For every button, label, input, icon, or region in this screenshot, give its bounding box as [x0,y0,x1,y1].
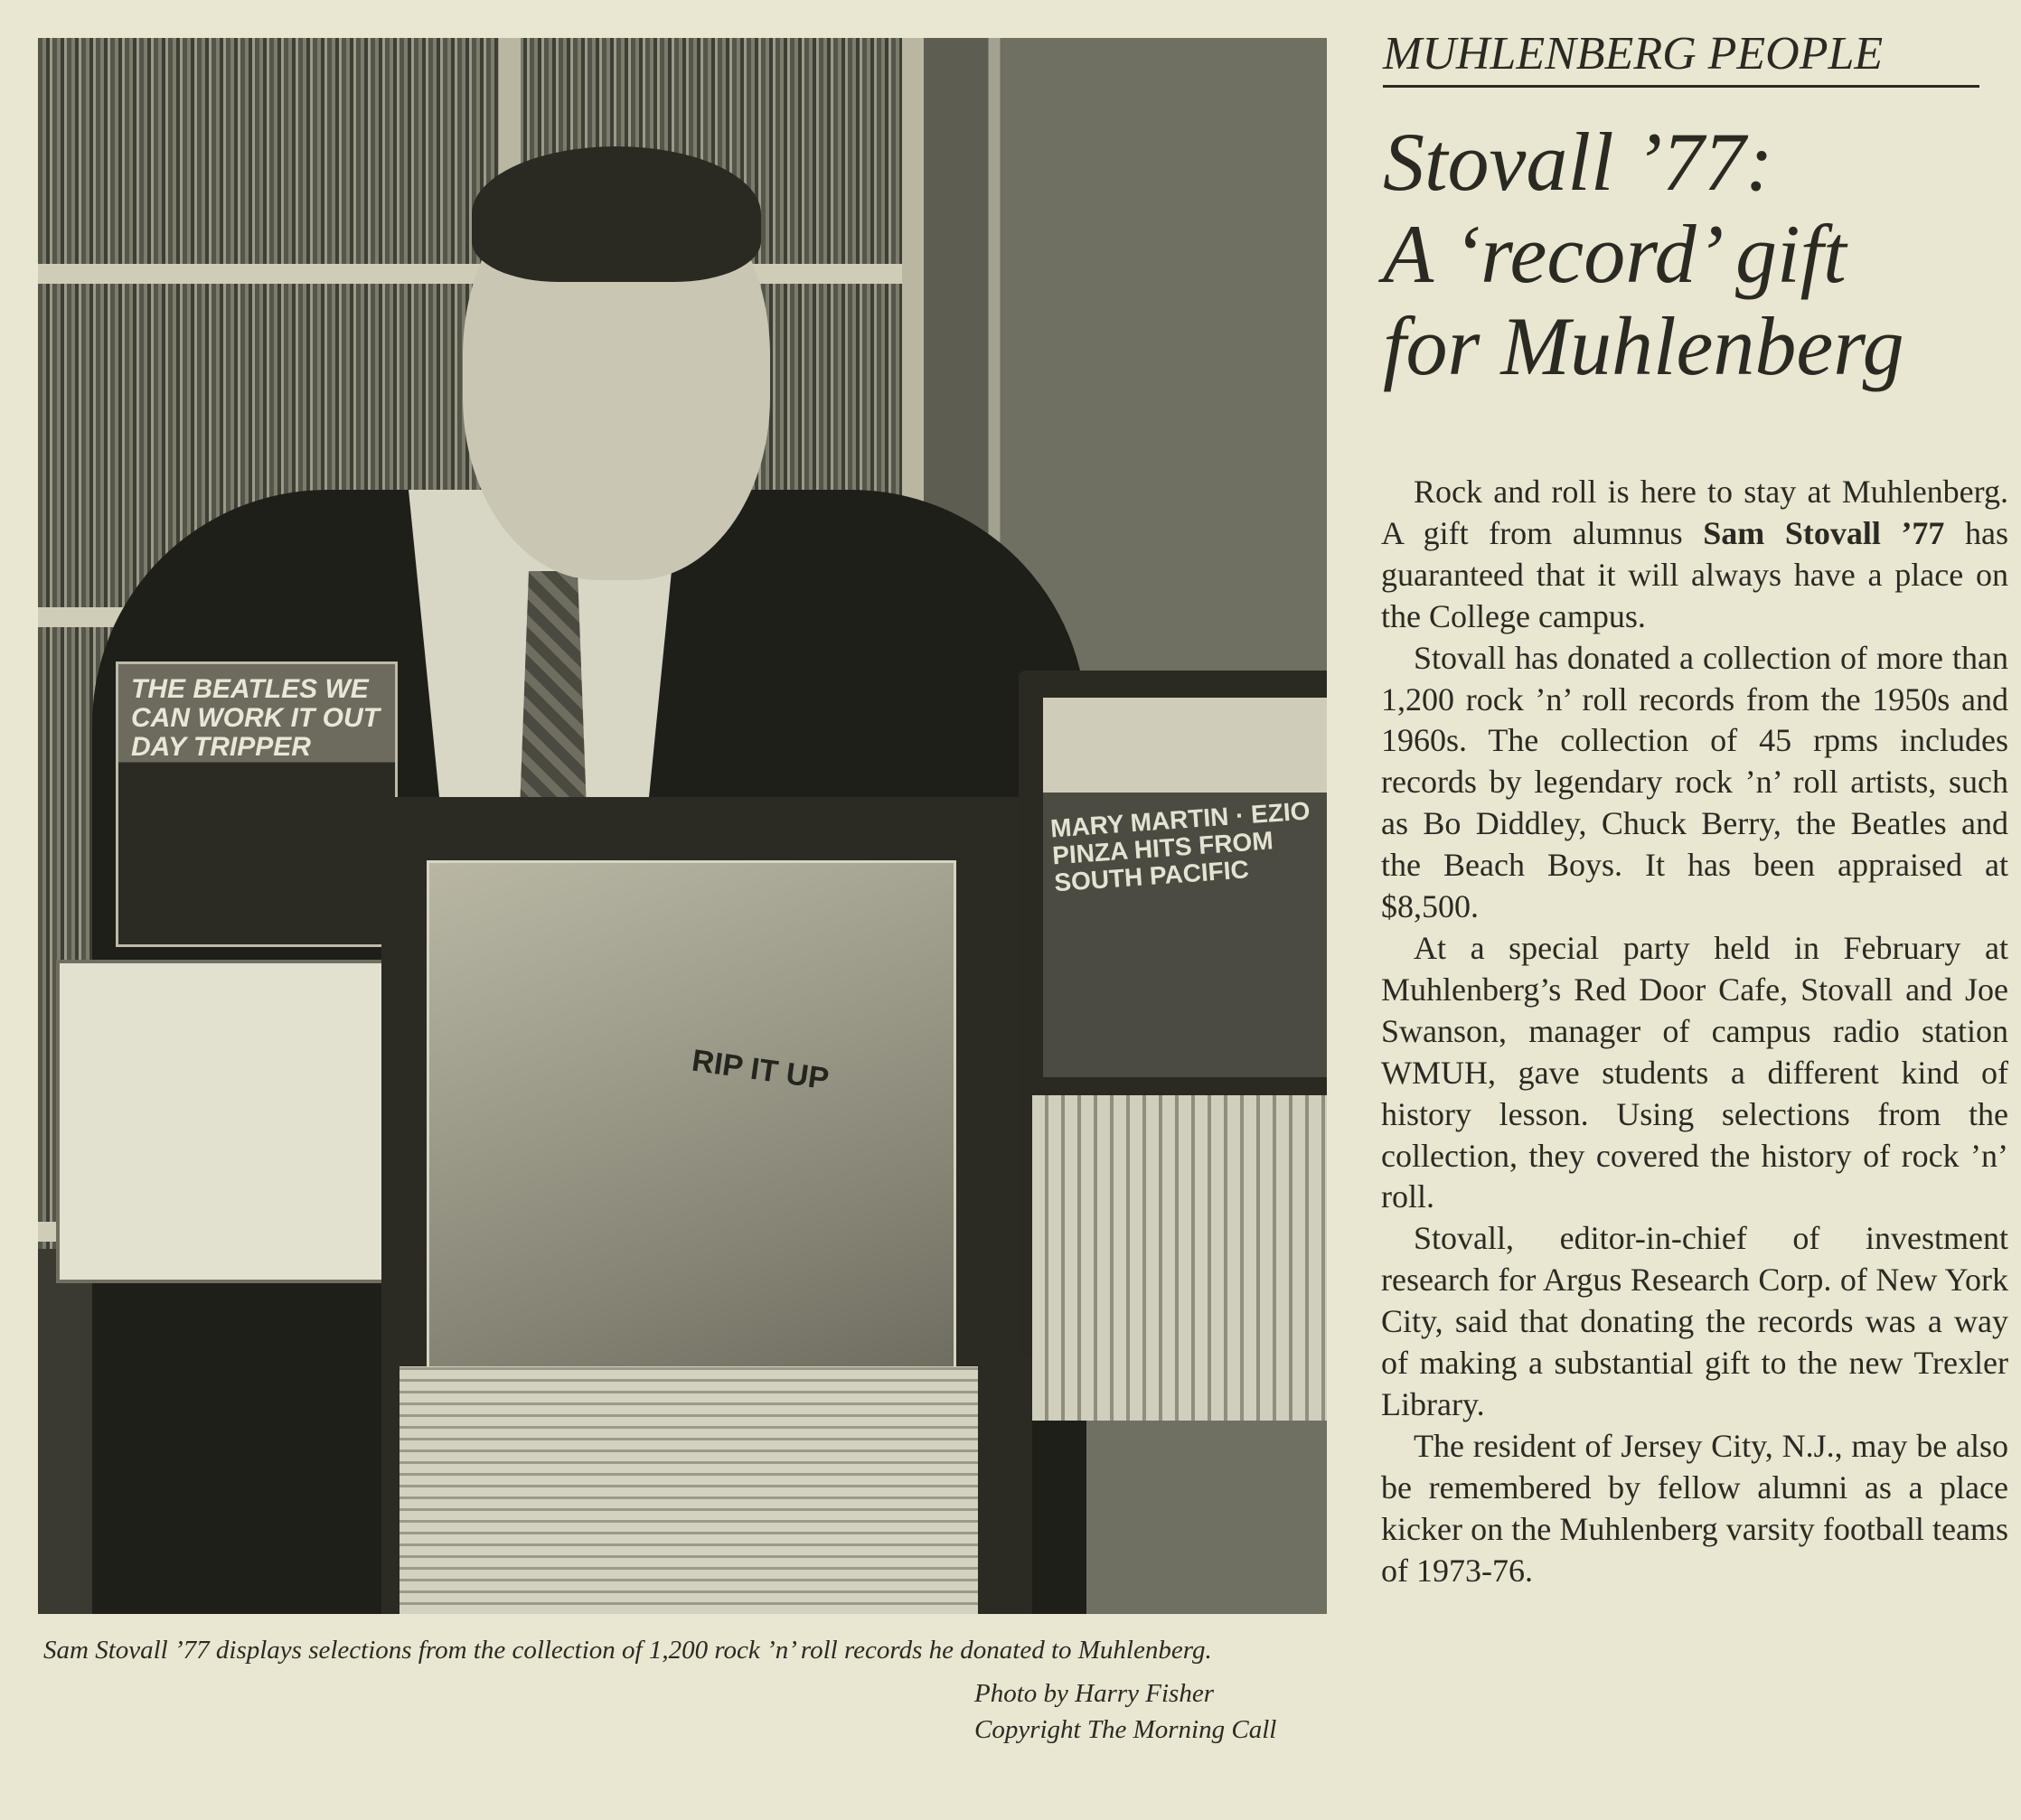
photo-credit [974,1675,1336,1748]
record-case-left [56,960,407,1283]
photo-credit-copyright: Copyright The Morning Call [974,1715,1277,1744]
beatles-sleeve-text: THE BEATLES WE CAN WORK IT OUT DAY TRIPPER [131,674,380,762]
paragraph-1-rest: has guaranteed that it will always have a place on the College campus. [1381,514,2008,634]
headline-line-2: A ‘record’ gift [1383,208,1847,300]
record-stack [400,1366,978,1614]
person-hair [472,146,761,282]
south-pacific-sleeve-text: MARY MARTIN · EZIO PINZA HITS FROM SOUTH PACIFIC [1049,796,1311,897]
rip-it-up-sleeve-text: RIP IT UP [690,1043,832,1097]
photo-caption: Sam Stovall ’77 displays selections from the collection of 1,200 rock ’n’ roll records he donated to Muhlenberg. [43,1636,1212,1665]
photo-record-collection [38,38,1327,1614]
headline-line-3: for Muhlenberg [1383,300,1904,392]
paragraph-1-lead: Rock and roll is here to stay at Muhlenberg. A gift from alumnus [1381,474,2008,551]
article-body [1381,472,2008,1591]
section-label: MUHLENBERG PEOPLE [1383,25,1979,88]
article-paragraph-1 [1381,472,2008,638]
rip-it-up-album-sleeve [427,860,956,1372]
article-paragraph-2: Stovall has donated a collection of more than 1,200 rock ’n’ roll records from the 1950s and 1960s. The collection of 45 rpms includes records by legendary rock ’n’ roll artists, such as Bo Diddley, Chuck Berry, the Beatles and the Beach Boys. It has been appraised at $8,500. [1381,639,2008,925]
article-paragraph-5: The resident of Jersey City, N.J., may be also be remembered by fellow alumni as a place kicker on the Muhlenberg varsity football teams of 1973-76. [1381,1427,2008,1589]
alumnus-name: Sam Stovall ’77 [1703,514,1945,551]
beatles-album-sleeve [116,661,398,947]
record-stack-right [1032,1095,1327,1421]
article-paragraph-4: Stovall, editor-in-chief of investment research for Argus Research Corp. of New York City, said that donating the records was a way of making a substantial gift to the new Trexler Library. [1381,1220,2008,1422]
headline-line-1: Stovall ’77: [1383,116,1773,208]
photo-credit-photographer: Photo by Harry Fisher [974,1679,1214,1708]
article-paragraph-3: At a special party held in February at Muhlenberg’s Red Door Cafe, Stovall and Joe Swanson, manager of campus radio station WMUH, gave students a different kind of history lesson. Using selections from the collection, they covered the history of rock ’n’ roll. [1381,929,2008,1215]
headline [1383,116,1998,392]
south-pacific-album-sleeve [1043,698,1327,1077]
